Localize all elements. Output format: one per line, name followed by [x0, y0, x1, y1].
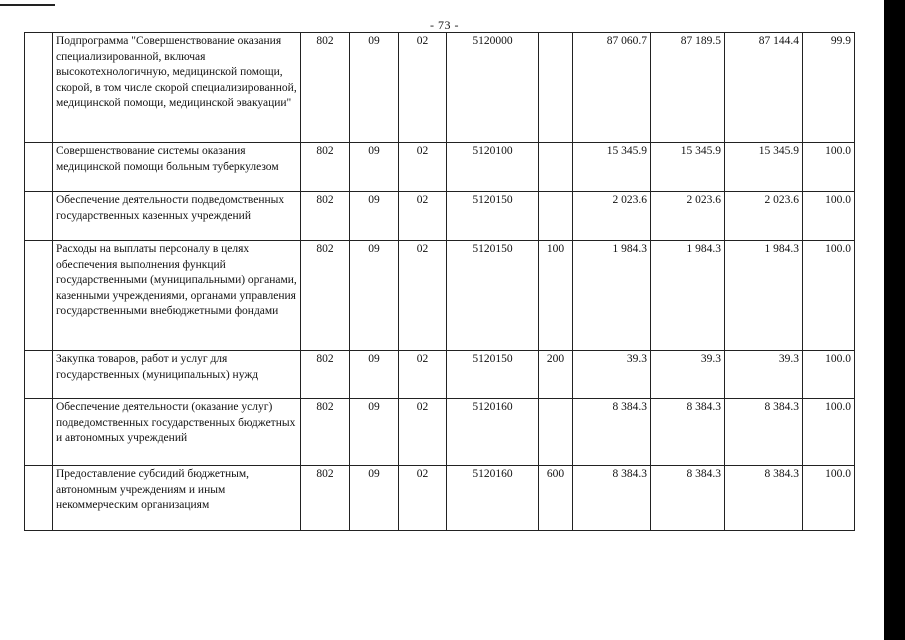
- approved-amount: 8 384.3: [573, 466, 651, 531]
- execution-percent: 99.9: [803, 33, 855, 143]
- item-name: Расходы на выплаты персоналу в целях обеспечения выполнения функций государственными (муниципальными) органами, казенными учреждениями, органами управления государственными внебюджетными фондами: [53, 241, 301, 351]
- section-code: 09: [350, 351, 399, 399]
- subsection-code: 02: [399, 241, 447, 351]
- executed-amount: 8 384.3: [725, 466, 803, 531]
- execution-percent: 100.0: [803, 399, 855, 466]
- executed-amount: 8 384.3: [725, 399, 803, 466]
- execution-percent: 100.0: [803, 351, 855, 399]
- revised-amount: 8 384.3: [651, 466, 725, 531]
- row-marker-cell: [25, 192, 53, 241]
- item-name: Подпрограмма "Совершенствование оказания специализированной, включая высокотехнологичную, медицинской помощи, скорой, в том числе скорой специализированной, медицинской помощи, медицинской эвакуации": [53, 33, 301, 143]
- budget-table: [24, 32, 855, 531]
- target-code: 5120150: [447, 241, 539, 351]
- revised-amount: 39.3: [651, 351, 725, 399]
- row-marker-cell: [25, 241, 53, 351]
- item-name: Закупка товаров, работ и услуг для государственных (муниципальных) нужд: [53, 351, 301, 399]
- subsection-code: 02: [399, 33, 447, 143]
- row-marker-cell: [25, 143, 53, 192]
- executed-amount: 1 984.3: [725, 241, 803, 351]
- item-name: Обеспечение деятельности (оказание услуг) подведомственных государственных бюджетных и автономных учреждений: [53, 399, 301, 466]
- subsection-code: 02: [399, 466, 447, 531]
- subsection-code: 02: [399, 351, 447, 399]
- ministry-code: 802: [301, 399, 350, 466]
- approved-amount: 8 384.3: [573, 399, 651, 466]
- approved-amount: 2 023.6: [573, 192, 651, 241]
- item-name: Совершенствование системы оказания медицинской помощи больным туберкулезом: [53, 143, 301, 192]
- expense-type-code: 200: [539, 351, 573, 399]
- expense-type-code: [539, 192, 573, 241]
- item-name: Обеспечение деятельности подведомственных государственных казенных учреждений: [53, 192, 301, 241]
- target-code: 5120100: [447, 143, 539, 192]
- section-code: 09: [350, 466, 399, 531]
- ministry-code: 802: [301, 33, 350, 143]
- section-code: 09: [350, 241, 399, 351]
- table-row: [25, 192, 855, 241]
- table-row: [25, 351, 855, 399]
- execution-percent: 100.0: [803, 241, 855, 351]
- subsection-code: 02: [399, 143, 447, 192]
- approved-amount: 39.3: [573, 351, 651, 399]
- expense-type-code: [539, 33, 573, 143]
- approved-amount: 15 345.9: [573, 143, 651, 192]
- row-marker-cell: [25, 33, 53, 143]
- revised-amount: 87 189.5: [651, 33, 725, 143]
- revised-amount: 8 384.3: [651, 399, 725, 466]
- ministry-code: 802: [301, 143, 350, 192]
- ministry-code: 802: [301, 241, 350, 351]
- executed-amount: 15 345.9: [725, 143, 803, 192]
- execution-percent: 100.0: [803, 466, 855, 531]
- table-row: [25, 241, 855, 351]
- approved-amount: 1 984.3: [573, 241, 651, 351]
- table-row: [25, 399, 855, 466]
- revised-amount: 1 984.3: [651, 241, 725, 351]
- section-code: 09: [350, 399, 399, 466]
- table-row: [25, 33, 855, 143]
- executed-amount: 2 023.6: [725, 192, 803, 241]
- section-code: 09: [350, 192, 399, 241]
- target-code: 5120160: [447, 399, 539, 466]
- subsection-code: 02: [399, 399, 447, 466]
- table-row: [25, 143, 855, 192]
- section-code: 09: [350, 143, 399, 192]
- top-rule: [0, 4, 55, 6]
- item-name: Предоставление субсидий бюджетным, автономным учреждениям и иным некоммерческим организациям: [53, 466, 301, 531]
- expense-type-code: [539, 399, 573, 466]
- expense-type-code: 100: [539, 241, 573, 351]
- target-code: 5120160: [447, 466, 539, 531]
- table-row: [25, 466, 855, 531]
- page-number: - 73 -: [430, 18, 459, 32]
- target-code: 5120150: [447, 351, 539, 399]
- scan-edge-bar: [884, 0, 905, 640]
- execution-percent: 100.0: [803, 143, 855, 192]
- executed-amount: 87 144.4: [725, 33, 803, 143]
- approved-amount: 87 060.7: [573, 33, 651, 143]
- expense-type-code: 600: [539, 466, 573, 531]
- ministry-code: 802: [301, 351, 350, 399]
- execution-percent: 100.0: [803, 192, 855, 241]
- row-marker-cell: [25, 351, 53, 399]
- expense-type-code: [539, 143, 573, 192]
- row-marker-cell: [25, 466, 53, 531]
- subsection-code: 02: [399, 192, 447, 241]
- section-code: 09: [350, 33, 399, 143]
- target-code: 5120000: [447, 33, 539, 143]
- ministry-code: 802: [301, 192, 350, 241]
- target-code: 5120150: [447, 192, 539, 241]
- row-marker-cell: [25, 399, 53, 466]
- revised-amount: 15 345.9: [651, 143, 725, 192]
- executed-amount: 39.3: [725, 351, 803, 399]
- ministry-code: 802: [301, 466, 350, 531]
- revised-amount: 2 023.6: [651, 192, 725, 241]
